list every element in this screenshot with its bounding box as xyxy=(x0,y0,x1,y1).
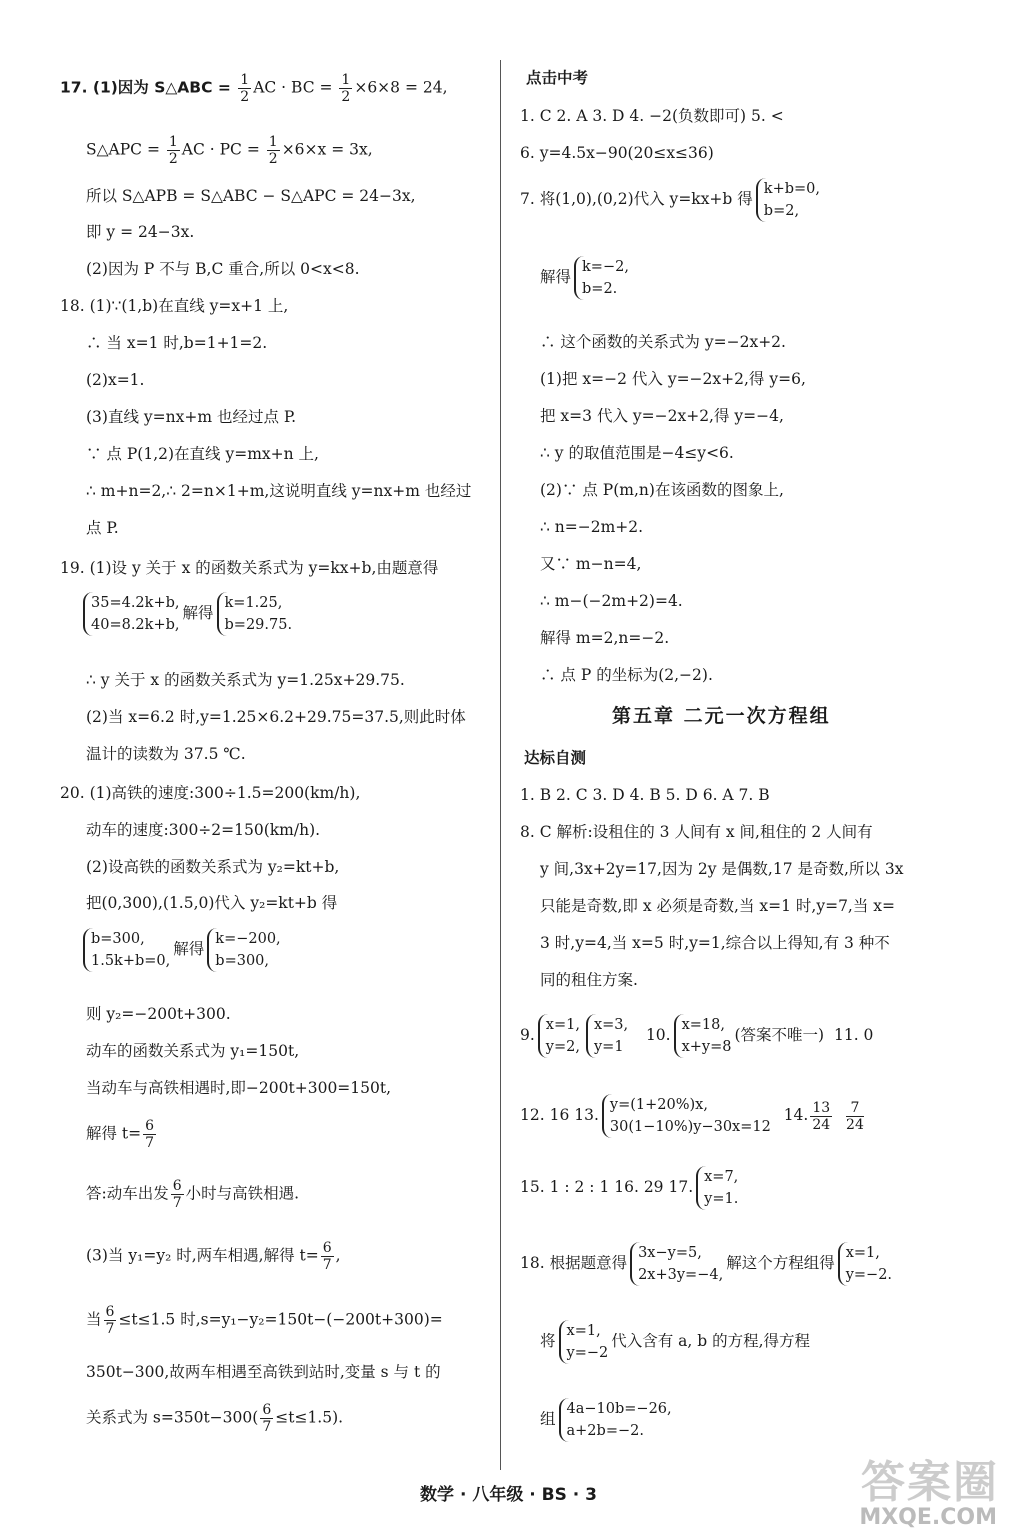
s-line8d: 3 时,y=4,当 x=5 时,y=1,综合以上得知,有 3 种不 xyxy=(540,934,890,952)
q20-line2: 动车的速度:300÷2=150(km/h). xyxy=(86,821,321,839)
section-title-dianji: 点击中考 xyxy=(526,69,589,87)
s-line15: 15. 1 : 2 : 1 16. 29 17. x=7, y=1. xyxy=(520,1166,741,1210)
watermark-url: MXQE.COM xyxy=(859,1505,997,1530)
equation-system: x=7, y=1. xyxy=(696,1166,738,1210)
s-line18: 18. 根据题意得 3x−y=5, 2x+3y=−4, 解这个方程组得 x=1, y=−2. xyxy=(520,1242,895,1286)
r-line7d: (1)把 x=−2 代入 y=−2x+2,得 y=6, xyxy=(540,370,806,388)
r-line6: 6. y=4.5x−90(20≤x≤36) xyxy=(520,144,714,162)
equation-system: 3x−y=5, 2x+3y=−4, xyxy=(630,1242,723,1286)
s-line1: 1. B 2. C 3. D 4. B 5. D 6. A 7. B xyxy=(520,786,770,804)
fraction: $\frac{13}{24}$ xyxy=(812,1099,831,1133)
q20-answer: 答:动车出发 $\frac{6}{7}$ 小时与高铁相遇. xyxy=(86,1178,300,1211)
q17-line1: 17. (1)因为 S△ABC = $\frac{1}{2}$ AC · BC = $\frac{1}{2}$ ×6×8 = 24, xyxy=(60,72,448,105)
q18-line2: ∴ 当 x=1 时,b=1+1=2. xyxy=(86,334,268,352)
equation-system: k+b=0, b=2, xyxy=(756,178,820,222)
equation-system: b=300, 1.5k+b=0, xyxy=(83,928,170,972)
q19-line3: ∴ y 关于 x 的函数关系式为 y=1.25x+29.75. xyxy=(86,671,405,689)
r-line7c: ∴ 这个函数的关系式为 y=−2x+2. xyxy=(540,333,786,351)
s-line12: 12. 16 13. y=(1+20%)x, 30(1−10%)y−30x=12 14. $\frac{13}{24}$ $\frac{7}{24}$ xyxy=(520,1094,866,1138)
r-line7b: 解得 k=−2, b=2. xyxy=(540,256,632,300)
equation-system: y=(1+20%)x, 30(1−10%)y−30x=12 xyxy=(602,1094,771,1138)
r-line7g: (2)∵ 点 P(m,n)在该函数的图象上, xyxy=(540,481,784,499)
r-line7f: ∴ y 的取值范围是−4≤y<6. xyxy=(540,444,734,462)
q20-line7: 动车的函数关系式为 y₁=150t, xyxy=(86,1042,300,1060)
q18-line7: 点 P. xyxy=(86,519,119,537)
fraction: $\frac{6}{7}$ xyxy=(322,1240,332,1273)
q19-line1: 19. (1)设 y 关于 x 的函数关系式为 y=kx+b,由题意得 xyxy=(60,559,439,577)
equation-system: x=1, y=−2 xyxy=(559,1320,609,1364)
q20-line8: 当动车与高铁相遇时,即−200t+300=150t, xyxy=(86,1079,392,1097)
watermark-logo: 答案圈 xyxy=(861,1457,999,1508)
fraction: $\frac{6}{7}$ xyxy=(145,1118,155,1151)
q20-line12: 当 $\frac{6}{7}$ ≤t≤1.5 时,s=y₁−y₂=150t−(−200t+300)= xyxy=(86,1304,443,1337)
s-line8c: 只能是奇数,即 x 必须是奇数,当 x=1 时,y=7,当 x= xyxy=(540,897,896,915)
column-divider xyxy=(500,60,501,1470)
r-line7e: 把 x=3 代入 y=−2x+2,得 y=−4, xyxy=(540,407,784,425)
r-line7h: ∴ n=−2m+2. xyxy=(540,518,644,536)
s-line8b: y 间,3x+2y=17,因为 2y 是偶数,17 是奇数,所以 3x xyxy=(540,860,904,878)
s-line8e: 同的租住方案. xyxy=(540,971,638,989)
s-line9: 9. x=1, y=2, x=3, y=1 10. x=18, x+y=8 (答案不唯一) 11. 0 xyxy=(520,1014,873,1058)
q17-line3: 所以 S△APB = S△ABC − S△APC = 24−3x, xyxy=(86,187,416,205)
equation-system: x=3, y=1 xyxy=(586,1014,628,1058)
fraction: $\frac{6}{7}$ xyxy=(262,1402,272,1435)
q20-part3: (3)当 y₁=y₂ 时,两车相遇,解得 t= $\frac{6}{7}$ , xyxy=(86,1240,341,1273)
q19-part2: (2)当 x=6.2 时,y=1.25×6.2+29.75=37.5,则此时体 xyxy=(86,708,466,726)
equation-system: x=1, y=2, xyxy=(538,1014,580,1058)
r-line7j: ∴ m−(−2m+2)=4. xyxy=(540,592,683,610)
chapter-title: 第五章 二元一次方程组 xyxy=(612,705,831,727)
equation-system: x=18, x+y=8 xyxy=(674,1014,732,1058)
equation-system: k=−200, b=300, xyxy=(207,928,280,972)
q20-line9: 解得 t= $\frac{6}{7}$ xyxy=(86,1118,155,1151)
q18-part3: (3)直线 y=nx+m 也经过点 P. xyxy=(86,408,297,426)
q20-line1: 20. (1)高铁的速度:300÷1.5=200(km/h), xyxy=(60,784,361,802)
r-line7k: 解得 m=2,n=−2. xyxy=(540,629,670,647)
q20-line6: 则 y₂=−200t+300. xyxy=(86,1005,231,1023)
equation-system: k=1.25, b=29.75. xyxy=(217,592,293,636)
r-line7i: 又∵ m−n=4, xyxy=(540,555,642,573)
q19-line5: 温计的读数为 37.5 ℃. xyxy=(86,745,246,763)
fraction: $\frac{1}{2}$ xyxy=(268,134,278,167)
equation-system: k=−2, b=2. xyxy=(574,256,629,300)
equation-system: 4a−10b=−26, a+2b=−2. xyxy=(559,1398,672,1442)
q20-systems: b=300, 1.5k+b=0, 解得 k=−200, b=300, xyxy=(80,928,284,972)
s-line18c: 组 4a−10b=−26, a+2b=−2. xyxy=(540,1398,675,1442)
fraction: $\frac{6}{7}$ xyxy=(172,1178,182,1211)
q18-line5: ∵ 点 P(1,2)在直线 y=mx+n 上, xyxy=(86,445,319,463)
fraction: $\frac{6}{7}$ xyxy=(105,1304,115,1337)
q20-line4: 把(0,300),(1.5,0)代入 y₂=kt+b 得 xyxy=(86,894,338,912)
q18-line1: 18. (1)∵(1,b)在直线 y=x+1 上, xyxy=(60,297,289,315)
q17-part2: (2)因为 P 不与 B,C 重合,所以 0<x<8. xyxy=(86,260,360,278)
fraction: $\frac{1}{2}$ xyxy=(341,72,351,105)
q17-line4: 即 y = 24−3x. xyxy=(86,223,195,241)
r-line7l: ∴ 点 P 的坐标为(2,−2). xyxy=(540,666,713,684)
equation-system: 35=4.2k+b, 40=8.2k+b, xyxy=(83,592,180,636)
q18-part2: (2)x=1. xyxy=(86,371,145,389)
q18-line6: ∴ m+n=2,∴ 2=n×1+m,这说明直线 y=nx+m 也经过 xyxy=(86,482,472,500)
s-line8a: 8. C 解析:设租住的 3 人间有 x 间,租住的 2 人间有 xyxy=(520,823,873,841)
r-line1: 1. C 2. A 3. D 4. −2(负数即可) 5. < xyxy=(520,107,784,125)
fraction: $\frac{7}{24}$ xyxy=(846,1099,864,1133)
q20-line14: 关系式为 s=350t−300( $\frac{6}{7}$ ≤t≤1.5). xyxy=(86,1402,344,1435)
section-title-dabiao: 达标自测 xyxy=(524,749,587,767)
page-footer: 数学 · 八年级 · BS · 3 xyxy=(420,1485,597,1505)
fraction: $\frac{1}{2}$ xyxy=(240,72,250,105)
s-line18b: 将 x=1, y=−2 代入含有 a, b 的方程,得方程 xyxy=(540,1320,810,1364)
q20-line13: 350t−300,故两车相遇至高铁到站时,变量 s 与 t 的 xyxy=(86,1363,441,1381)
r-line7: 7. 将(1,0),(0,2)代入 y=kx+b 得 k+b=0, b=2, xyxy=(520,178,823,222)
equation-system: x=1, y=−2. xyxy=(838,1242,892,1286)
watermark xyxy=(807,1446,1007,1536)
q20-part2: (2)设高铁的函数关系式为 y₂=kt+b, xyxy=(86,858,340,876)
q19-systems: 35=4.2k+b, 40=8.2k+b, 解得 k=1.25, b=29.75. xyxy=(80,592,295,636)
q17-line2: S△APC = $\frac{1}{2}$ AC · PC = $\frac{1}{2}$ ×6×x = 3x, xyxy=(86,134,373,167)
fraction: $\frac{1}{2}$ xyxy=(168,134,178,167)
